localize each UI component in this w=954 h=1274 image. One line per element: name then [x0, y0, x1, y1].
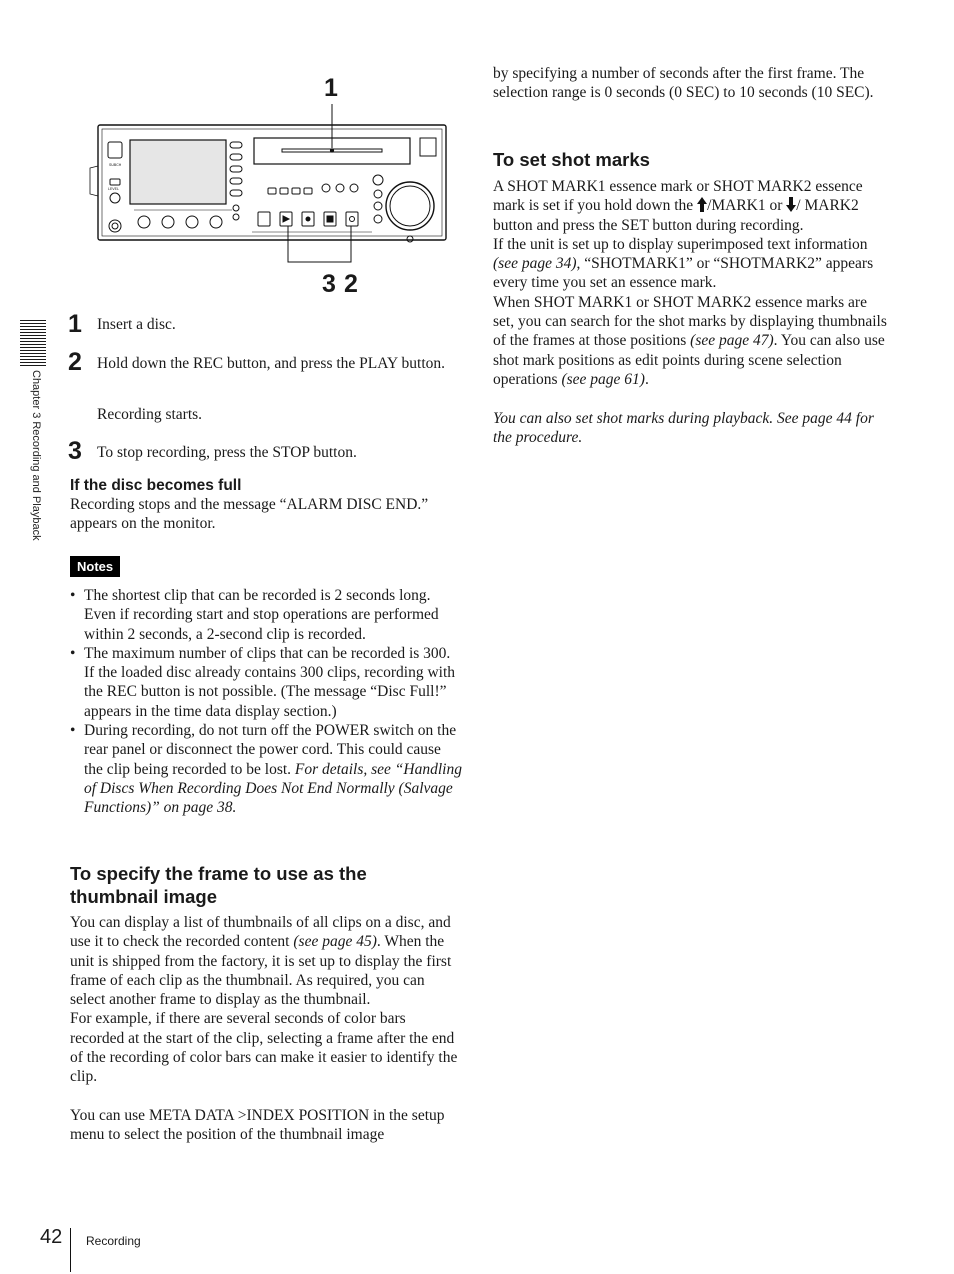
- thumbnail-paragraph-1: You can display a list of thumbnails of all clips on a disc, and use it to check the recorded content (see page 45). When the unit is shipped from the factory, it is set up to display the first frame of each clip as the thumbnail. As required, you can select another frame to display as the thumbnail.: [70, 914, 452, 1009]
- step-2-number: 2: [68, 348, 82, 376]
- note-item: • The maximum number of clips that can be recorded is 300. If the loaded disc already contains 300 clips, recording with the REC button is not possible. (The message “Disc Full!” appears in the time data display section.): [70, 644, 462, 721]
- note-item-text: During recording, do not turn off the POWER switch on the rear panel or disconnect the power cord. This could cause the clip being recorded to be lost.: [84, 722, 457, 778]
- shot-marks-paragraph-1: A SHOT MARK1 essence mark or SHOT MARK2 essence mark is set if you hold down the /MARK1 or / MARK2 button and press the SET button during recording.: [493, 178, 863, 234]
- disc-full-text: Recording stops and the message “ALARM DISC END.” appears on the monitor.: [70, 496, 429, 533]
- diagram-callout-1: 1: [324, 74, 338, 102]
- page-number: 42: [40, 1226, 63, 1248]
- thumbnail-paragraph-3: You can use META DATA >INDEX POSITION in the setup menu to select the position of the thumbnail image: [70, 1106, 445, 1144]
- step-3-text: To stop recording, press the STOP button.: [97, 444, 357, 461]
- chapter-tab-label: Chapter 3 Recording and Playback: [30, 370, 42, 541]
- note-item: • The shortest clip that can be recorded is 2 seconds long. Even if recording start and stop operations are performed within 2 seconds, a 2-second clip is recorded.: [70, 586, 462, 644]
- shot-marks-tip: You can also set shot marks during playback. See page 44 for the procedure.: [493, 409, 874, 446]
- step-3-number: 3: [68, 437, 82, 465]
- notes-list: [70, 586, 462, 818]
- thumbnail-paragraph-2: For example, if there are several seconds of color bars recorded at the start of the clip, selecting a frame after the end of the recording of color bars can make it easier to identify the clip.: [70, 1010, 458, 1086]
- footer-divider: [70, 1228, 71, 1272]
- diagram-callout-3: 3: [322, 270, 336, 298]
- step-2-text: Hold down the REC button, and press the PLAY button.: [97, 355, 446, 372]
- note-item: [70, 721, 462, 817]
- note-cross-reference: For details, see “Handling of Discs When Recording Does Not End Normally (Salvage Functions)” on page 38.: [84, 760, 462, 817]
- chapter-tab-marker: [20, 320, 46, 366]
- footer-section: Recording: [86, 1234, 141, 1248]
- device-front-panel-illustration: [82, 76, 452, 286]
- shot-marks-body: [493, 177, 887, 447]
- arrow-up-icon: [697, 197, 707, 212]
- notes-badge: Notes: [70, 556, 120, 577]
- page-reference: (see page 45): [293, 933, 377, 951]
- thumbnail-body: [70, 913, 462, 1145]
- step-1-number: 1: [68, 310, 82, 338]
- page-reference: (see page 34): [493, 255, 577, 273]
- page-reference: (see page 61): [561, 370, 645, 388]
- thumbnail-heading: To specify the frame to use as the thumbnail image: [70, 863, 367, 907]
- shot-marks-paragraph-3: When SHOT MARK1 or SHOT MARK2 essence marks are set, you can search for the shot marks by displaying thumbnails of the frames at those positions (see page 47). You can also use shot mark positions as edit points during scene selection operations (see page 61).: [493, 293, 887, 388]
- step-1-text: Insert a disc.: [97, 316, 176, 333]
- arrow-down-icon: [786, 197, 796, 212]
- svg-text:LEVEL: LEVEL: [108, 187, 119, 191]
- svg-text:SUBCH: SUBCH: [109, 163, 122, 167]
- diagram-callout-2: 2: [344, 270, 358, 298]
- shot-marks-paragraph-2: If the unit is set up to display superimposed text information (see page 34), “SHOTMARK1” or “SHOTMARK2” appears every time you set an essence mark.: [493, 235, 874, 292]
- thumbnail-paragraph-3-continued: by specifying a number of seconds after the first frame. The selection range is 0 seconds (0 SEC) to 10 seconds (10 SEC).: [493, 65, 874, 102]
- page-reference: (see page 47): [690, 332, 774, 350]
- shot-marks-heading: To set shot marks: [493, 149, 650, 170]
- disc-full-heading: If the disc becomes full: [70, 477, 242, 494]
- step-2-result: Recording starts.: [97, 406, 203, 423]
